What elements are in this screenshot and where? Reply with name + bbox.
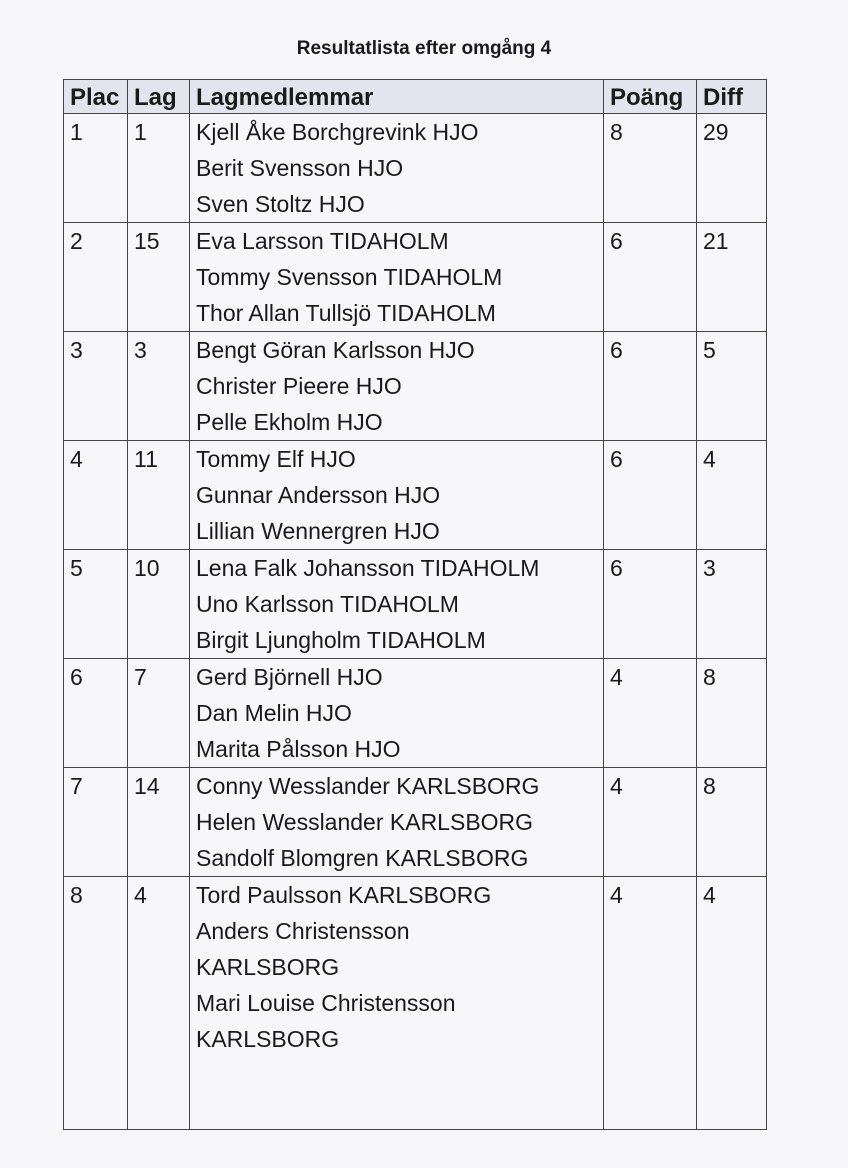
cell-members xyxy=(190,114,604,223)
header-diff: Diff xyxy=(697,80,767,114)
cell-diff: 3 xyxy=(697,550,767,659)
team-member: Pelle Ekholm HJO xyxy=(196,409,383,435)
cell-plac: 6 xyxy=(64,659,128,768)
cell-plac: 7 xyxy=(64,768,128,877)
cell-plac: 4 xyxy=(64,441,128,550)
cell-poang: 8 xyxy=(604,114,697,223)
team-member: Eva Larsson TIDAHOLM xyxy=(196,228,449,254)
cell-plac: 2 xyxy=(64,223,128,332)
team-member: KARLSBORG xyxy=(196,1026,340,1052)
result-row xyxy=(64,441,767,550)
cell-lag: 1 xyxy=(128,114,190,223)
cell-lag: 15 xyxy=(128,223,190,332)
team-member: Kjell Åke Borchgrevink HJO xyxy=(196,119,479,145)
cell-diff: 8 xyxy=(697,659,767,768)
header-row xyxy=(64,80,767,114)
cell-members xyxy=(190,441,604,550)
cell-lag: 14 xyxy=(128,768,190,877)
team-member: Sandolf Blomgren KARLSBORG xyxy=(196,845,529,871)
team-member: Lena Falk Johansson TIDAHOLM xyxy=(196,555,540,581)
cell-members xyxy=(190,768,604,877)
cell-poang: 6 xyxy=(604,223,697,332)
team-member: Sven Stoltz HJO xyxy=(196,191,365,217)
page-title: Resultatlista efter omgång 4 xyxy=(296,38,552,59)
team-member: Mari Louise Christensson xyxy=(196,990,456,1016)
team-member: Bengt Göran Karlsson HJO xyxy=(196,337,475,363)
team-member: Tommy Elf HJO xyxy=(196,446,356,472)
team-member: Thor Allan Tullsjö TIDAHOLM xyxy=(196,300,496,326)
cell-diff: 5 xyxy=(697,332,767,441)
cell-poang: 6 xyxy=(604,441,697,550)
cell-plac: 1 xyxy=(64,114,128,223)
header-plac: Plac xyxy=(64,80,128,114)
team-member: KARLSBORG xyxy=(196,954,340,980)
cell-plac: 8 xyxy=(64,877,128,1130)
cell-members xyxy=(190,877,604,1130)
team-member: Dan Melin HJO xyxy=(196,700,352,726)
cell-poang: 4 xyxy=(604,768,697,877)
cell-plac: 3 xyxy=(64,332,128,441)
cell-lag: 10 xyxy=(128,550,190,659)
cell-lag: 7 xyxy=(128,659,190,768)
team-member: Helen Wesslander KARLSBORG xyxy=(196,809,534,835)
team-member: Lillian Wennergren HJO xyxy=(196,518,440,544)
cell-diff: 4 xyxy=(697,441,767,550)
team-member: Christer Pieere HJO xyxy=(196,373,402,399)
team-member: Uno Karlsson TIDAHOLM xyxy=(196,591,459,617)
cell-members xyxy=(190,550,604,659)
results-table xyxy=(63,79,767,1130)
team-member: Anders Christensson xyxy=(196,918,410,944)
header-poang: Poäng xyxy=(604,80,697,114)
result-row xyxy=(64,332,767,441)
team-member: Tommy Svensson TIDAHOLM xyxy=(196,264,503,290)
result-row xyxy=(64,550,767,659)
results-body xyxy=(64,114,767,1130)
cell-diff: 8 xyxy=(697,768,767,877)
result-row xyxy=(64,659,767,768)
cell-poang: 4 xyxy=(604,659,697,768)
result-row xyxy=(64,114,767,223)
cell-poang: 6 xyxy=(604,332,697,441)
cell-poang: 6 xyxy=(604,550,697,659)
team-member: Gerd Björnell HJO xyxy=(196,664,383,690)
cell-members xyxy=(190,332,604,441)
team-member: Birgit Ljungholm TIDAHOLM xyxy=(196,627,486,653)
cell-poang: 4 xyxy=(604,877,697,1130)
result-row xyxy=(64,877,767,1130)
cell-members xyxy=(190,223,604,332)
team-member: Marita Pålsson HJO xyxy=(196,736,401,762)
result-row xyxy=(64,223,767,332)
team-member: Berit Svensson HJO xyxy=(196,155,404,181)
team-member: Gunnar Andersson HJO xyxy=(196,482,441,508)
cell-diff: 29 xyxy=(697,114,767,223)
cell-lag: 4 xyxy=(128,877,190,1130)
cell-diff: 21 xyxy=(697,223,767,332)
cell-members xyxy=(190,659,604,768)
team-member: Tord Paulsson KARLSBORG xyxy=(196,882,492,908)
cell-plac: 5 xyxy=(64,550,128,659)
cell-diff: 4 xyxy=(697,877,767,1130)
cell-lag: 11 xyxy=(128,441,190,550)
result-row xyxy=(64,768,767,877)
team-member: Conny Wesslander KARLSBORG xyxy=(196,773,540,799)
header-lag: Lag xyxy=(128,80,190,114)
cell-lag: 3 xyxy=(128,332,190,441)
header-members: Lagmedlemmar xyxy=(190,80,604,114)
